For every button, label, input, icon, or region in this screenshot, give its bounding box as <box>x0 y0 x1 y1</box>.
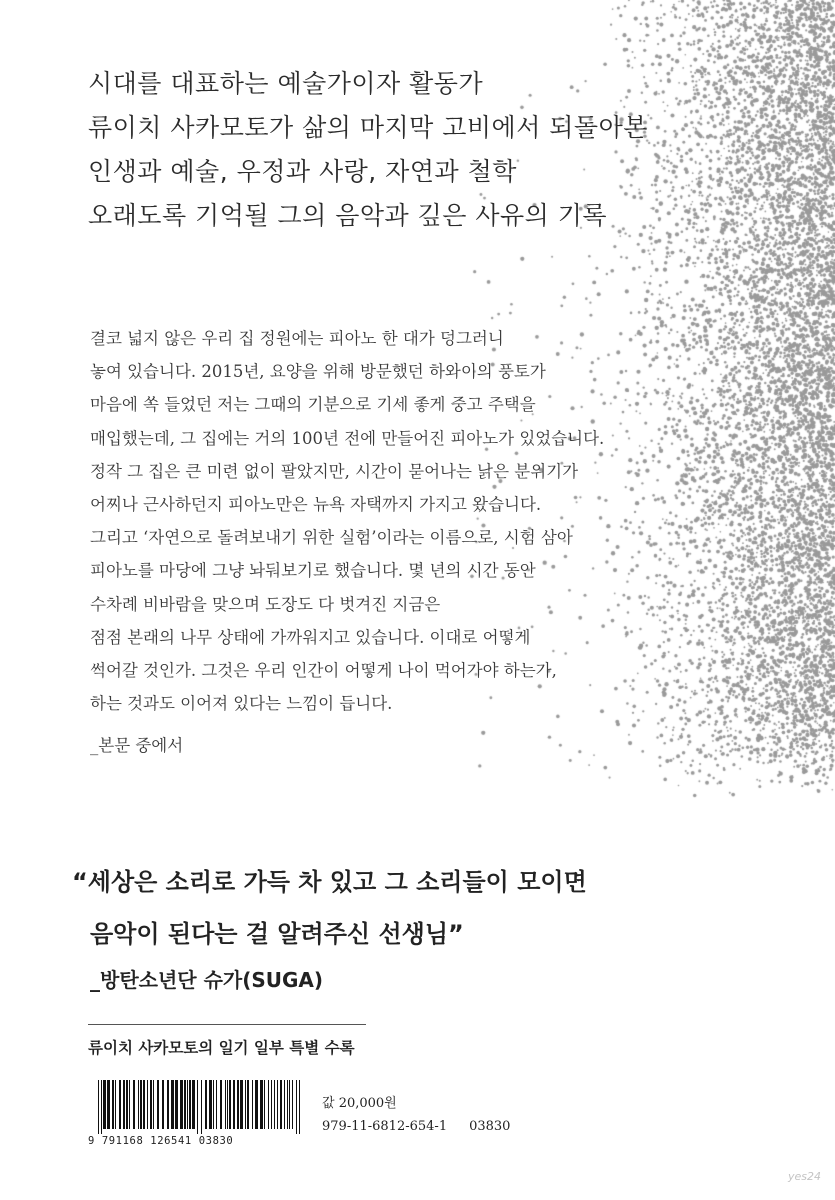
barcode-bar <box>157 1080 159 1129</box>
quote-attribution: _방탄소년단 슈가(SUGA) <box>90 968 324 992</box>
barcode-bar <box>292 1080 293 1129</box>
excerpt-block <box>90 322 650 756</box>
barcode-bar <box>240 1080 243 1129</box>
testimonial-quote <box>72 856 587 993</box>
excerpt-line: 썩어갈 것인가. 그것은 우리 인간이 어떻게 나이 먹어가야 하는가, <box>90 661 557 681</box>
barcode-bar <box>220 1080 222 1129</box>
excerpt-line: 마음에 쏙 들었던 저는 그때의 기분으로 기세 좋게 중고 주택을 <box>90 395 536 415</box>
barcode-bar <box>180 1080 183 1129</box>
barcode-bar <box>252 1080 253 1129</box>
isbn-text <box>322 1119 510 1134</box>
isbn-addon: 03830 <box>469 1119 511 1134</box>
watermark: yes24 <box>788 1170 822 1183</box>
excerpt-line: 하는 것과도 이어져 있다는 느낌이 듭니다. <box>90 694 393 714</box>
barcode-digits: 9 791168 126541 03830 <box>88 1135 234 1147</box>
excerpt-line: 결코 넓지 않은 우리 집 정원에는 피아노 한 대가 덩그러니 <box>90 329 504 348</box>
barcode-bar <box>123 1080 125 1129</box>
barcode-bar <box>247 1080 249 1129</box>
isbn-barcode <box>88 1080 310 1147</box>
excerpt-source: _본문 중에서 <box>90 736 184 756</box>
barcode-bar <box>107 1080 110 1129</box>
barcode-bar <box>216 1080 217 1129</box>
barcode-bar <box>184 1080 186 1129</box>
barcode-bar <box>255 1080 258 1129</box>
excerpt-line: 수차례 비바람을 맞으며 도장도 다 벗겨진 지금은 <box>90 594 441 614</box>
barcode-bar <box>268 1080 269 1129</box>
barcode-bar <box>143 1080 145 1129</box>
barcode-bars <box>88 1080 310 1134</box>
barcode-bar <box>192 1080 195 1129</box>
barcode-bar <box>296 1080 297 1134</box>
headline-line: 류이치 사카모토가 삶의 마지막 고비에서 되돌아본 <box>88 113 648 142</box>
barcode-bar <box>280 1080 282 1129</box>
barcode-bar <box>101 1080 102 1134</box>
headline-block <box>88 62 648 238</box>
barcode-bar <box>129 1080 130 1129</box>
barcode-bar <box>133 1080 135 1129</box>
quote-line-1: “세상은 소리로 가득 차 있고 그 소리들이 모이면 <box>72 868 587 896</box>
barcode-bar <box>284 1080 285 1129</box>
excerpt-line: 놓여 있습니다. 2015년, 요양을 위해 방문했던 하와이의 풍토가 <box>90 362 546 382</box>
barcode-bar <box>260 1080 263 1129</box>
excerpt-line: 그리고 ‘자연으로 돌려보내기 위한 실험’이라는 이름으로, 시험 삼아 <box>90 528 573 548</box>
barcode-bar <box>175 1080 178 1129</box>
barcode-bar <box>205 1080 207 1129</box>
barcode-bar <box>153 1080 154 1129</box>
barcode-bar <box>115 1080 116 1129</box>
barcode-bar <box>209 1080 212 1129</box>
barcode-bar <box>167 1080 169 1129</box>
barcode-bar <box>162 1080 164 1129</box>
excerpt-line: 정작 그 집은 큰 미련 없이 팔았지만, 시간이 묻어나는 낡은 분위기가 <box>90 461 579 481</box>
barcode-bar <box>229 1080 231 1129</box>
barcode-bar <box>271 1080 272 1129</box>
barcode-bar <box>225 1080 226 1129</box>
price-label: 값 20,000원 <box>322 1096 397 1111</box>
barcode-bar <box>98 1080 99 1134</box>
barcode-bar <box>287 1080 288 1129</box>
barcode-bar <box>227 1080 228 1129</box>
barcode-bar <box>289 1080 290 1129</box>
headline-line: 시대를 대표하는 예술가이자 활동가 <box>88 69 484 98</box>
barcode-bar <box>150 1080 152 1129</box>
barcode-bar <box>126 1080 128 1129</box>
barcode-bar <box>201 1080 202 1134</box>
barcode-bar <box>245 1080 246 1129</box>
excerpt-line: 점점 본래의 나무 상태에 가까워지고 있습니다. 이대로 어떻게 <box>90 627 531 647</box>
barcode-bar <box>189 1080 191 1129</box>
barcode-bar <box>197 1080 198 1134</box>
barcode-bar <box>187 1080 188 1129</box>
divider <box>88 1024 366 1025</box>
excerpt-line: 어찌나 근사하던지 피아노만은 뉴욕 자택까지 가지고 왔습니다. <box>90 495 542 515</box>
barcode-bar <box>138 1080 139 1129</box>
barcode-bar <box>277 1080 278 1129</box>
barcode-bar <box>140 1080 142 1129</box>
quote-line-2: 음악이 된다는 걸 알려주신 선생님” <box>90 920 464 948</box>
excerpt-line: 피아노를 마당에 그냥 놔둬보기로 했습니다. 몇 년의 시간 동안 <box>90 561 536 581</box>
barcode-bar <box>103 1080 106 1129</box>
isbn-number: 979-11-6812-654-1 <box>322 1119 448 1134</box>
barcode-bar <box>237 1080 239 1129</box>
headline-line: 오래도록 기억될 그의 음악과 깊은 사유의 기록 <box>88 201 608 230</box>
barcode-bar <box>213 1080 214 1129</box>
excerpt-line: 매입했는데, 그 집에는 거의 100년 전에 만들어진 피아노가 있었습니다. <box>90 428 605 448</box>
barcode-bar <box>233 1080 235 1129</box>
barcode-bar <box>264 1080 265 1129</box>
headline-line: 인생과 예술, 우정과 사랑, 자연과 철학 <box>88 157 517 186</box>
barcode-bar <box>112 1080 114 1129</box>
barcode-bar <box>147 1080 148 1129</box>
special-note: 류이치 사카모토의 일기 일부 특별 수록 <box>88 1039 355 1057</box>
barcode-bar <box>119 1080 121 1129</box>
barcode-bar <box>171 1080 174 1129</box>
barcode-bar <box>274 1080 275 1129</box>
barcode-bar <box>299 1080 300 1134</box>
